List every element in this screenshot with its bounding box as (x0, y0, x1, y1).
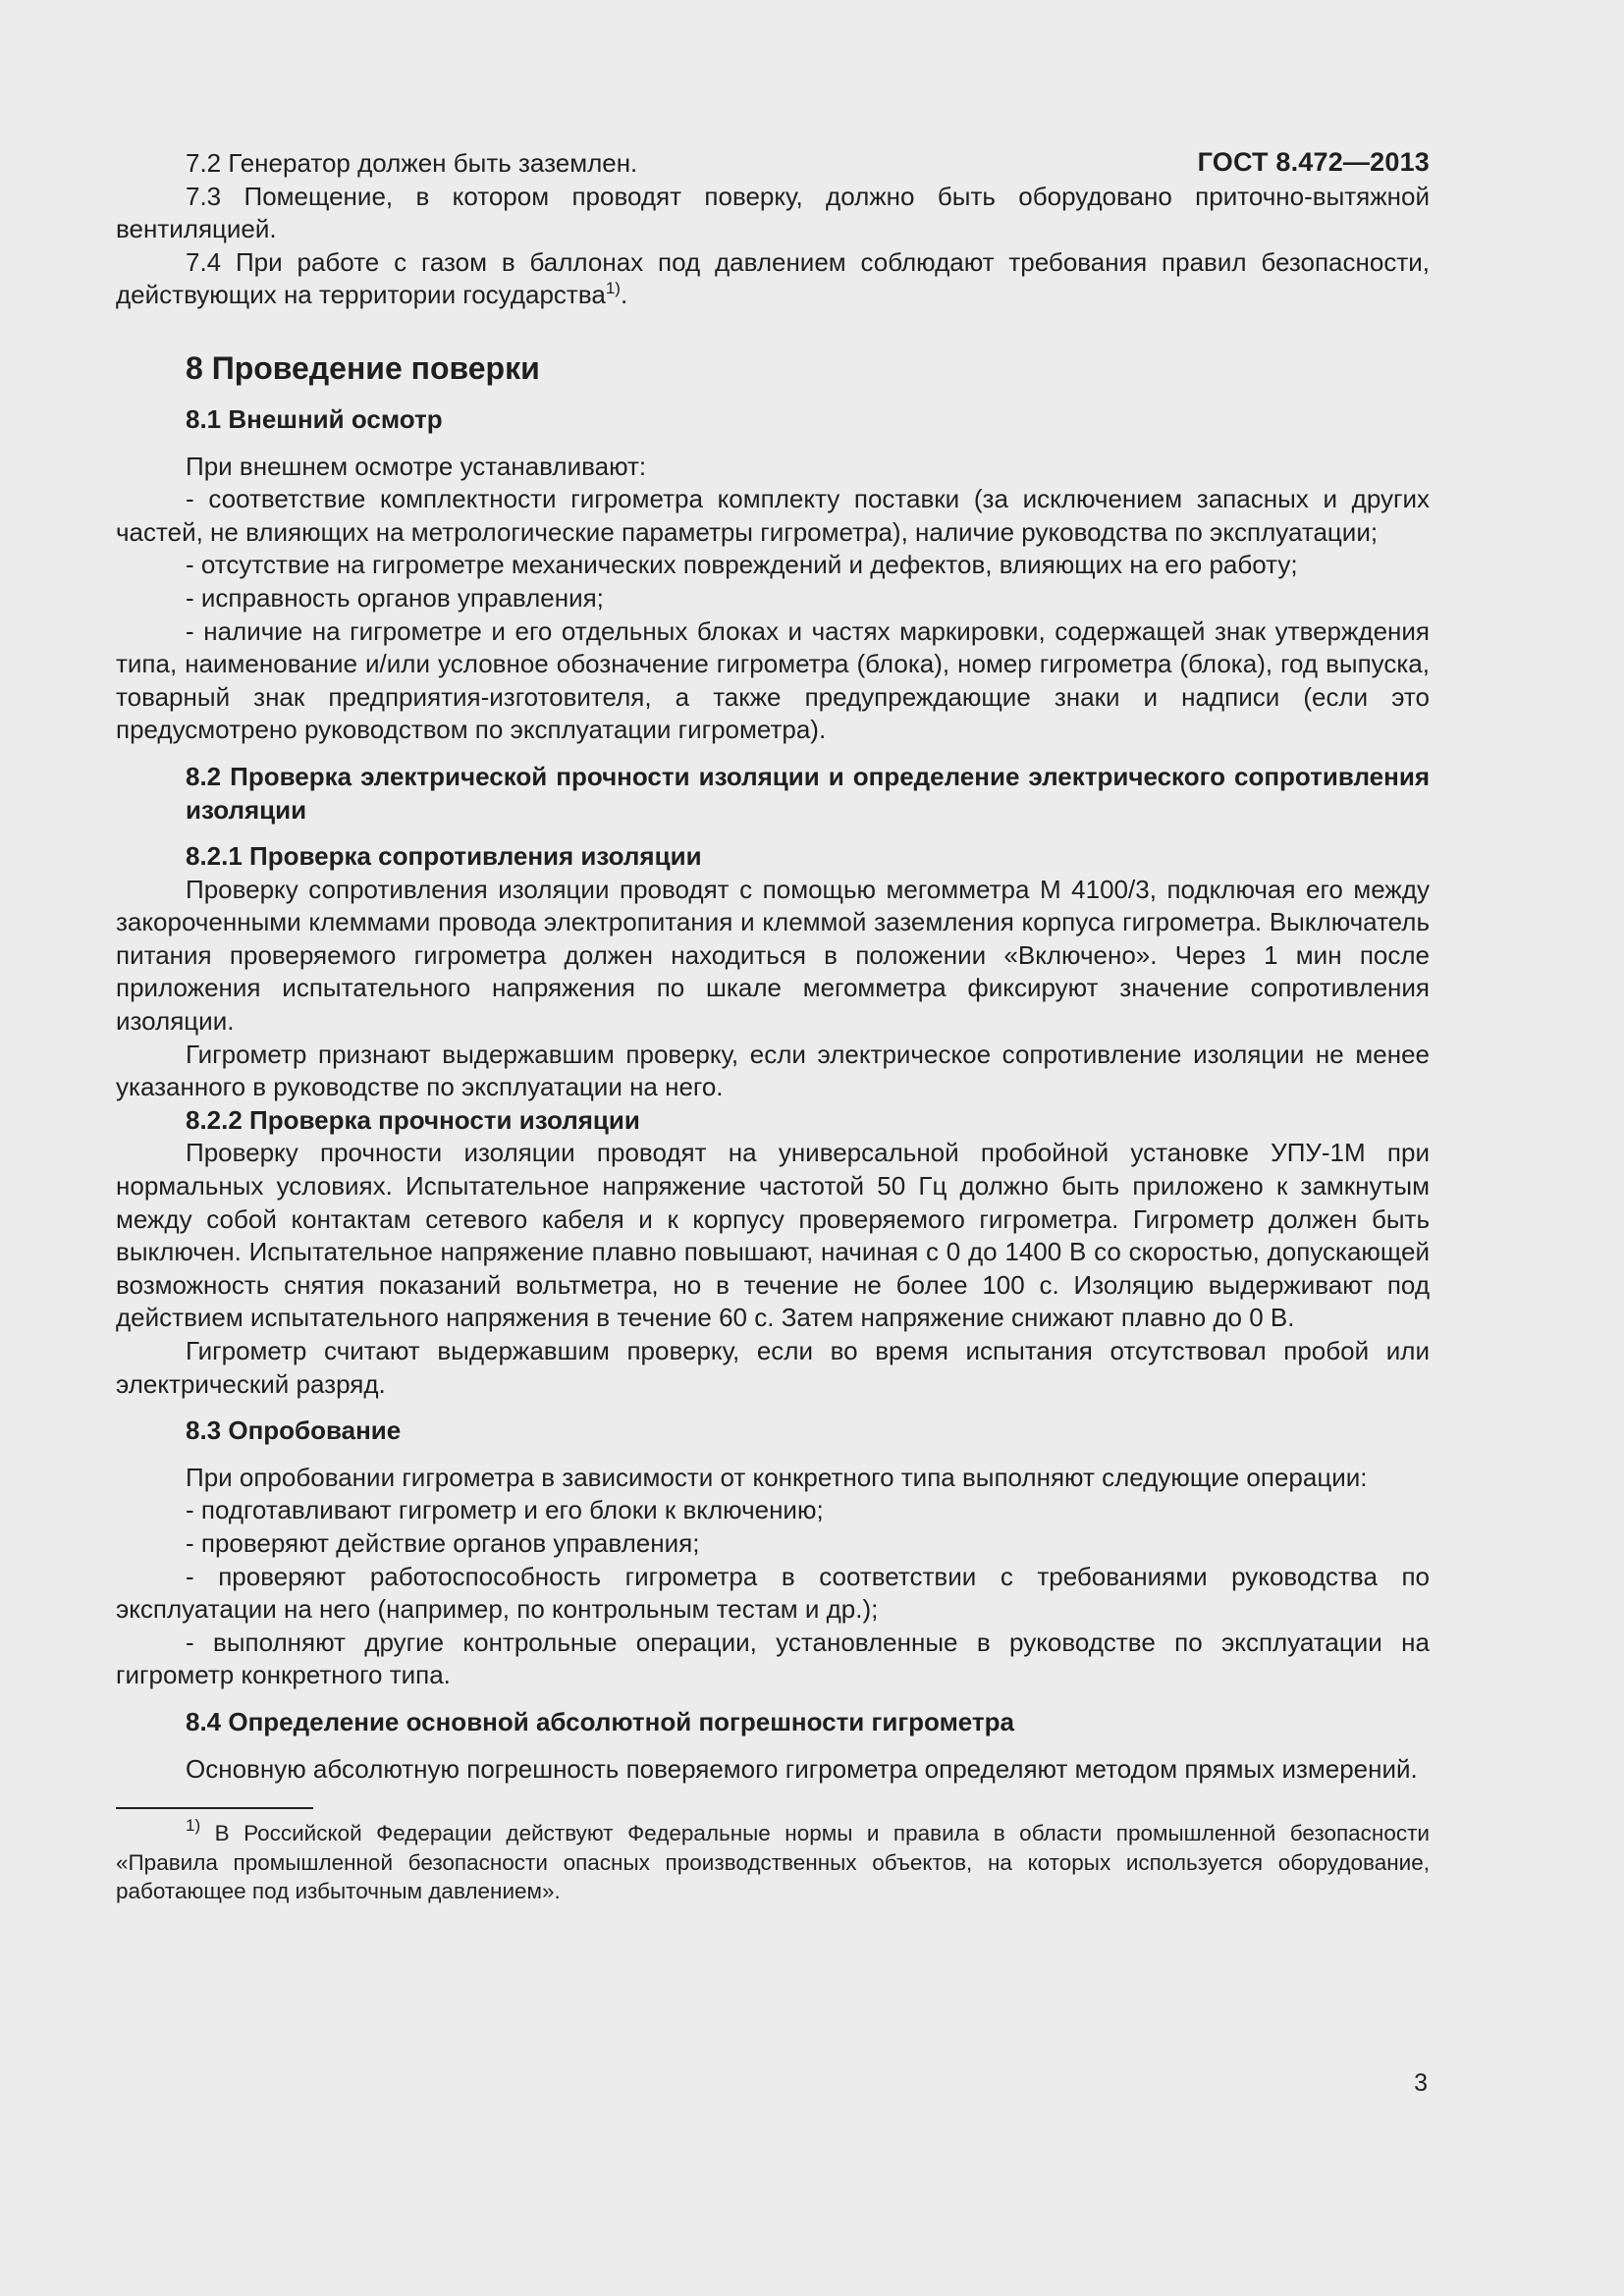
section-8-3-intro: При опробовании гигрометра в зависимости от конкретного типа выполняют следующие операции: (186, 1462, 1368, 1492)
list-item: - наличие на гигрометре и его отдельных блоках и частях маркировки, содержащей знак утверждения типа, наименование и/или условное обозначение гигрометра (блока), номер гигрометра (блока), год выпуска, товарный знак предприятия-изготовителя, а также предупреждающие знаки и надписи (если это предусмотрено руководством по эксплуатации гигрометра). (116, 615, 1430, 745)
page-body (116, 147, 1430, 1906)
list-item: - подготавливают гигрометр и его блоки к включению; (186, 1495, 824, 1525)
para-7-3: 7.3 Помещение, в котором проводят поверку, должно быть оборудовано приточно-вытяжной вентиляцией. (116, 181, 1430, 244)
para-7-4-end: . (620, 280, 628, 310)
section-8-2-1-para: Гигрометр признают выдержавшим проверку, если электрическое сопротивление изоляции не менее указанного в руководстве по эксплуатации на него. (116, 1039, 1430, 1102)
footnote-ref: 1) (605, 279, 621, 298)
footnote-mark: 1) (186, 1815, 201, 1835)
list-item: - выполняют другие контрольные операции, установленные в руководстве по эксплуатации на гигрометр конкретного типа. (116, 1627, 1430, 1690)
section-8-2-2-para: Гигрометр считают выдержавшим проверку, если во время испытания отсутствовал пробой или электрический разряд. (116, 1336, 1430, 1399)
section-8-heading: 8 Проведение поверки (186, 349, 540, 386)
section-8-2-1-para: Проверку сопротивления изоляции проводят с помощью мегомметра М 4100/3, подключая его между закороченными клеммами провода электропитания и клеммой заземления корпуса гигрометра. Выключатель питания проверяемого гигрометра должен находиться в положении «Включено». Через 1 мин после приложения испытательного напряжения по шкале мегомметра фиксируют значение сопротивления изоляции. (116, 874, 1430, 1037)
footnote (116, 1815, 1430, 1906)
footnote-text (116, 1815, 1430, 1906)
list-item: - отсутствие на гигрометре механических повреждений и дефектов, влияющих на его работу; (186, 550, 1298, 580)
para-7-4-text: 7.4 При работе с газом в баллонах под давлением соблюдают требования правил безопасности, действующих на территории государства (116, 246, 1430, 310)
document-code: ГОСТ 8.472—2013 (1197, 147, 1430, 177)
footnote-body: В Российской Федерации действуют Федеральные нормы и правила в области промышленной безопасности «Правила промышленной безопасности опасных производственных объектов, на которых используется оборудование, работающее под избыточным давлением». (116, 1821, 1430, 1904)
section-8-2-1-heading: 8.2.1 Проверка сопротивления изоляции (186, 841, 702, 872)
section-8-2-heading: 8.2 Проверка электрической прочности изоляции и определение электрического сопротивления изоляции (186, 761, 1430, 825)
section-8-4-heading: 8.4 Определение основной абсолютной погрешности гигрометра (186, 1706, 1014, 1736)
para-7-4 (116, 246, 1430, 312)
section-8-4-para: Основную абсолютную погрешность поверяемого гигрометра определяют методом прямых измерений. (186, 1753, 1418, 1784)
page-number: 3 (1414, 2069, 1428, 2097)
list-item: - проверяют действие органов управления; (186, 1527, 700, 1558)
list-item: - проверяют работоспособность гигрометра в соответствии с требованиями руководства по эксплуатации на него (например, по контрольным тестам и др.); (116, 1561, 1430, 1625)
para-7-2: 7.2 Генератор должен быть заземлен. (186, 148, 638, 178)
section-8-2-2-para: Проверку прочности изоляции проводят на универсальной пробойной установке УПУ-1М при нормальных условиях. Испытательное напряжение частотой 50 Гц должно быть приложено к замкнутым между собой контактам сетевого кабеля и к корпусу проверяемого гигрометра. Гигрометр должен быть выключен. Испытательное напряжение плавно повышают, начиная с 0 до 1400 В со скоростью, допускающей возможность снятия показаний вольтметра, но в течение не более 100 с. Изоляцию выдерживают под действием испытательного напряжения в течение 60 с. Затем напряжение снижают плавно до 0 В. (116, 1138, 1430, 1333)
list-item: - исправность органов управления; (186, 582, 604, 613)
section-8-1-intro: При внешнем осмотре устанавливают: (186, 451, 647, 481)
list-item: - соответствие комплектности гигрометра комплекту поставки (за исключением запасных и других частей, не влияющих на метрологические параметры гигрометра), наличие руководства по эксплуатации; (116, 484, 1430, 547)
section-8-1-heading: 8.1 Внешний осмотр (186, 403, 443, 434)
section-8-2-2-heading: 8.2.2 Проверка прочности изоляции (186, 1104, 640, 1135)
section-8-3-heading: 8.3 Опробование (186, 1415, 402, 1446)
